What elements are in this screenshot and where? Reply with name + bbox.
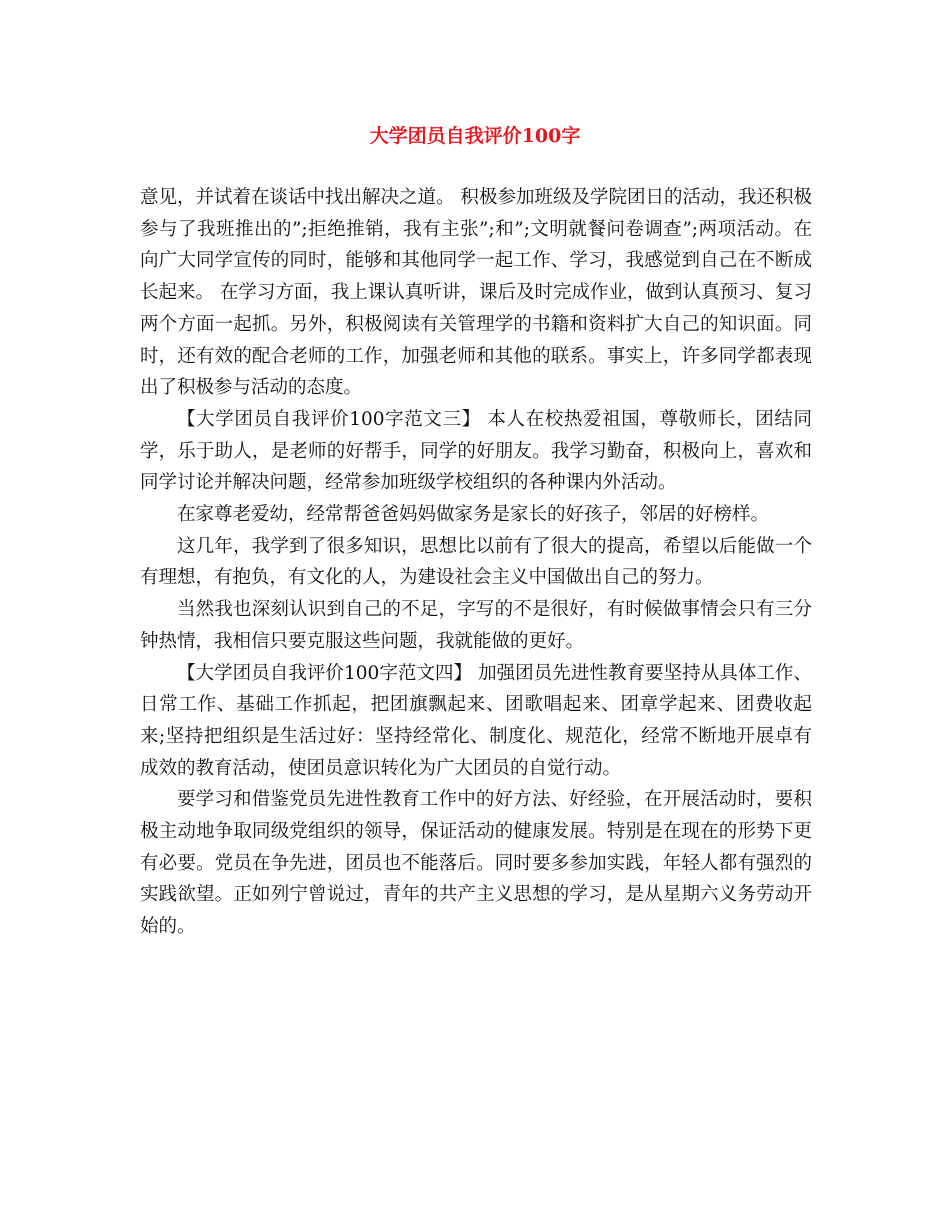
paragraph-3: 在家尊老爱幼，经常帮爸爸妈妈做家务是家长的好孩子，邻居的好榜样。 — [177, 504, 770, 526]
paragraph-7: 要学习和借鉴党员先进性教育工作中的好方法、好经验，在开展活动时，要积极主动地争取同级党组织的领导，保证活动的健康发展。特别是在现在的形势下更有必要。党员在争先进，团员也不能落后。同时要多参加实践，年轻人都有强烈的实践欲望。正如列宁曾说过，青年的共产主义思想的学习，是从星期六义务劳动开始的。 — [140, 789, 812, 938]
paragraph-2: 【大学团员自我评价100字范文三】 本人在校热爱祖国，尊敬师长，团结同学，乐于助人，是老师的好帮手，同学的好朋友。我学习勤奋，积极向上，喜欢和同学讨论并解决问题，经常参加班级学校组织的各种课内外活动。 — [140, 408, 812, 494]
paragraph-4: 这几年，我学到了很多知识，思想比以前有了很大的提高，希望以后能做一个有理想，有抱负，有文化的人，为建设社会主义中国做出自己的努力。 — [140, 535, 812, 589]
paragraph-5: 当然我也深刻认识到自己的不足，字写的不是很好，有时候做事情会只有三分钟热情，我相信只要克服这些问题，我就能做的更好。 — [140, 599, 812, 652]
paragraph-1: 意见，并试着在谈话中找出解决之道。 积极参加班级及学院团日的活动，我还积极参与了我班推出的”;拒绝推销，我有主张”;和”;文明就餐问卷调查”;两项活动。在向广大同学宣传的同时，能够和其他同学一起工作、学习，我感觉到自己在不断成长起来。 在学习方面，我上课认真听讲，课后及时完成作业，做到认真预习、复习两个方面一起抓。另外，积极阅读有关管理学的书籍和资料扩大自己的知识面。同时，还有效的配合老师的工作，加强老师和其他的联系。事实上，许多同学都表现出了积极参与活动的态度。 — [140, 187, 812, 399]
document-title: 大学团员自我评价100字 — [369, 125, 581, 147]
document-body — [140, 182, 812, 943]
paragraph-6: 【大学团员自我评价100字范文四】 加强团员先进性教育要坚持从具体工作、日常工作、基础工作抓起，把团旗飘起来、团歌唱起来、团章学起来、团费收起来;坚持把组织是生活过好：坚持经常化、制度化、规范化，经常不断地开展卓有成效的教育活动，使团员意识转化为广大团员的自觉行动。 — [140, 662, 812, 779]
